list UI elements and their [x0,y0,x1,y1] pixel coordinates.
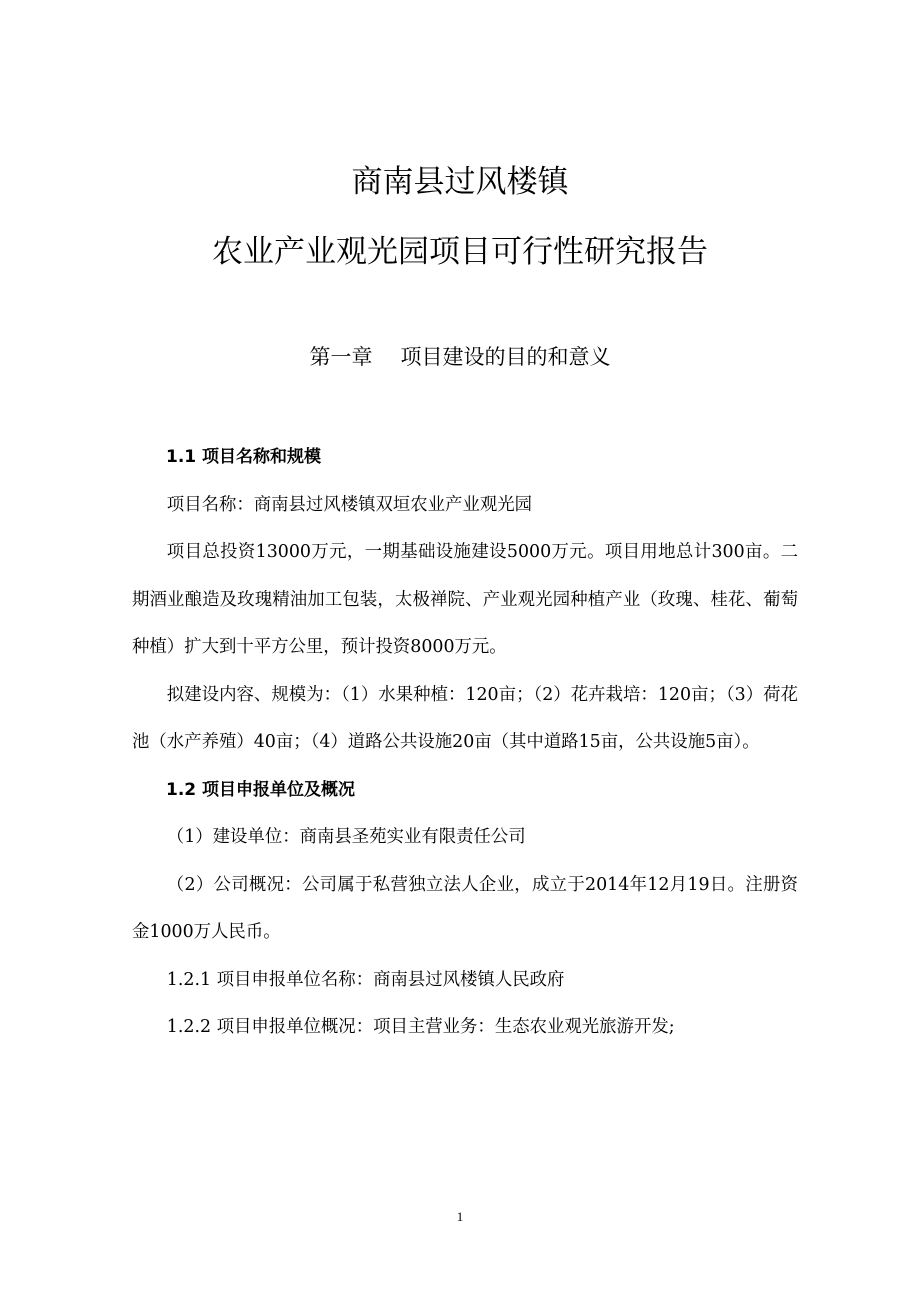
paragraph-scale: 拟建设内容、规模为：（1）水果种植：120亩；（2）花卉栽培：120亩；（3）荷花池（水产养殖）40亩；（4）道路公共设施20亩（其中道路15亩，公共设施5亩）。 [132,684,798,752]
section-heading-1-1: 1.1 项目名称和规模 [166,447,322,467]
paragraph-company-overview: （2）公司概况：公司属于私营独立法人企业，成立于2014年12月19日。注册资金1000万人民币。 [132,874,798,942]
chapter-name: 项目建设的目的和意义 [400,345,611,369]
paragraph-construction-unit: （1）建设单位：商南县圣苑实业有限责任公司 [166,827,526,847]
report-title-line2: 农业产业观光园项目可行性研究报告 [212,234,708,270]
paragraph-project-name: 项目名称：商南县过风楼镇双垣农业产业观光园 [166,494,533,515]
page-number: 1 [456,1209,464,1224]
chapter-number: 第一章 [309,345,373,369]
paragraph-1-2-1: 1.2.1 项目申报单位名称：商南县过风楼镇人民政府 [166,969,565,990]
chapter-heading [0,342,920,372]
paragraph-1-2-2: 1.2.2 项目申报单位概况：项目主营业务：生态农业观光旅游开发; [166,1017,675,1037]
paragraph-investment: 项目总投资13000万元，一期基础设施建设5000万元。项目用地总计300亩。二期酒业酿造及玫瑰精油加工包装，太极禅院、产业观光园种植产业（玫瑰、桂花、葡萄种植）扩大到十平方公里，预计投资8000万元。 [132,542,798,657]
section-heading-1-2: 1.2 项目申报单位及概况 [166,779,356,800]
document-body [132,434,798,1052]
report-title-line1: 商南县过风楼镇 [351,164,569,200]
